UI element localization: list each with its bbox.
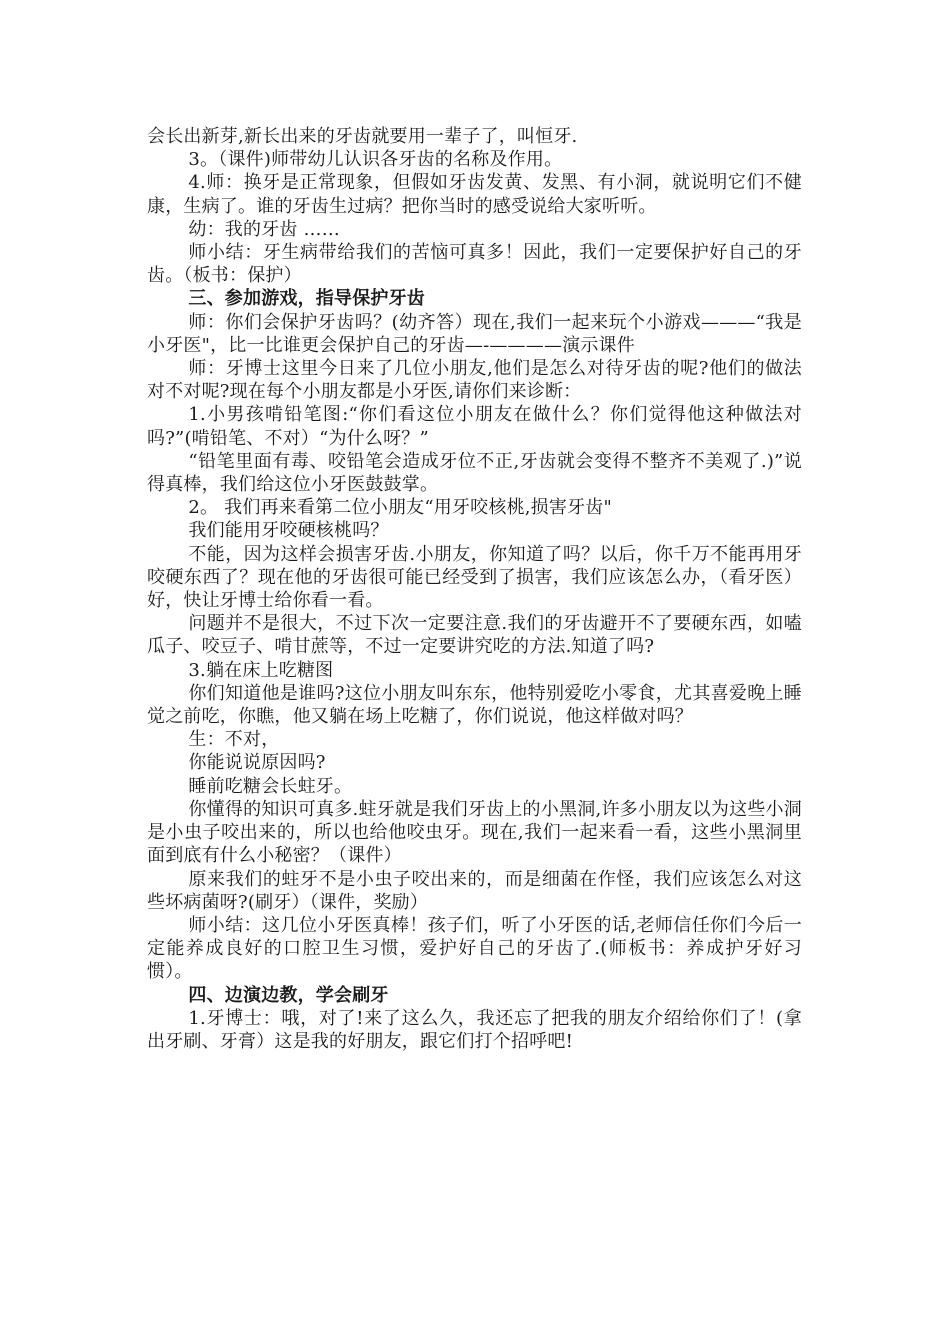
paragraph: 生：不对，: [188, 729, 280, 751]
paragraph: 3.躺在床上吃糖图: [188, 659, 334, 681]
paragraph: 4.师：换牙是正常现象，但假如牙齿发黄、发黑、有小洞，就说明它们不健康，生病了。谁的牙齿生过病？把你当时的感受说给大家听听。: [147, 172, 802, 217]
paragraph: 你能说说原因吗?: [188, 752, 326, 774]
paragraph: 1.小男孩啃铅笔图:“你们看这位小朋友在做什么？你们觉得他这种做法对吗?”(啃铅笔、不对）“为什么呀？”: [147, 404, 802, 449]
paragraph: 不能，因为这样会损害牙齿.小朋友，你知道了吗？以后，你千万不能再用牙咬硬东西了？现在他的牙齿很可能已经受到了损害，我们应该怎么办，（看牙医）好，快让牙博士给你看一看。: [147, 543, 802, 612]
paragraph: 3。（课件)师带幼儿认识各牙齿的名称及作用。: [188, 149, 563, 171]
document-body: [147, 125, 802, 1053]
paragraph: 幼：我的牙齿 ……: [188, 218, 340, 240]
paragraph: 你们知道他是谁吗?这位小朋友叫东东，他特别爱吃小零食，尤其喜爱晚上睡觉之前吃，你瞧，他又躺在场上吃糖了，你们说说，他这样做对吗？: [147, 682, 802, 728]
paragraph: 会长出新芽,新长出来的牙齿就要用一辈子了，叫恒牙.: [147, 126, 578, 147]
paragraph: 师小结：这几位小牙医真棒！孩子们，听了小牙医的话,老师信任你们今后一定能养成良好的口腔卫生习惯，爱护好自己的牙齿了.(师板书：养成护牙好习惯）。: [147, 914, 802, 983]
section-heading: 三、参加游戏，指导保护牙齿: [188, 288, 425, 310]
paragraph: 2。 我们再来看第二位小朋友“用牙咬核桃,损害牙齿": [188, 497, 612, 519]
paragraph: 师：牙博士这里今日来了几位小朋友,他们是怎么对待牙齿的呢?他们的做法对不对呢?现在每个小朋友都是小牙医,请你们来诊断：: [147, 358, 802, 403]
paragraph: 你懂得的知识可真多.蛀牙就是我们牙齿上的小黑洞,许多小朋友以为这些小洞是小虫子咬出来的，所以也给他咬虫牙。现在,我们一起来看一看，这些小黑洞里面到底有什么小秘密？（课件）: [147, 798, 802, 867]
paragraph: 1.牙博士：哦，对了!来了这么久，我还忘了把我的朋友介绍给你们了！(拿出牙刷、牙膏）这是我的好朋友，跟它们打个招呼吧!: [147, 1007, 802, 1052]
paragraph: 师：你们会保护牙齿吗？(幼齐答）现在,我们一起来玩个小游戏———“我是小牙医"，比一比谁更会保护自己的牙齿—-————演示课件: [147, 311, 802, 356]
paragraph: 我们能用牙咬硬核桃吗？: [188, 520, 389, 542]
paragraph: 问题并不是很大，不过下次一定要注意.我们的牙齿避开不了要硬东西，如嗑瓜子、咬豆子、啃甘蔗等，不过一定要讲究吃的方法.知道了吗?: [147, 613, 802, 658]
section-heading: 四、边演边教，学会刷牙: [188, 984, 389, 1006]
paragraph: “铅笔里面有毒、咬铅笔会造成牙位不正,牙齿就会变得不整齐不美观了.)”说得真棒，我们给这位小牙医鼓鼓掌。: [147, 450, 802, 496]
paragraph: 睡前吃糖会长蛀牙。: [188, 775, 353, 797]
paragraph: 师小结：牙生病带给我们的苦恼可真多！因此，我们一定要保护好自己的牙齿。（板书：保护）: [147, 242, 802, 287]
paragraph: 原来我们的蛀牙不是小虫子咬出来的，而是细菌在作怪，我们应该怎么对这些坏病菌呀?(刷牙）（课件，奖励）: [147, 868, 802, 913]
